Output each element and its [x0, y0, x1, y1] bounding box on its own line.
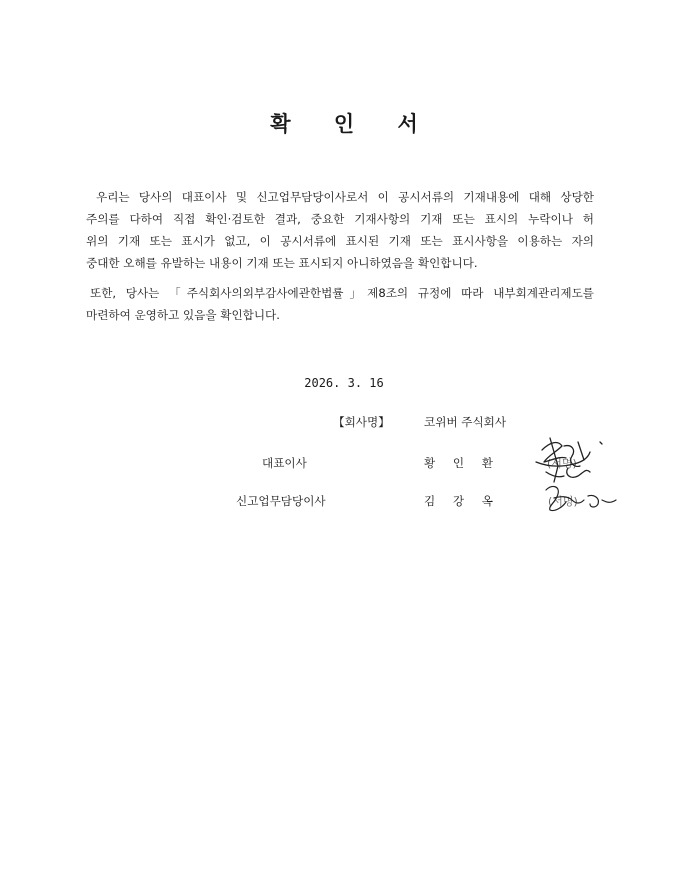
ceo-name: 황 인 환: [424, 456, 500, 470]
cfo-signature: [540, 478, 618, 518]
paragraph-line: 또한, 당사는 「주식회사의외부감사에관한법률」제8조의 규정에 따라 내부회계관리제도를: [90, 286, 594, 300]
paragraph-line: 중대한 오해를 유발하는 내용이 기재 또는 표시되지 아니하였음을 확인합니다.: [86, 256, 478, 270]
paragraph-line: 우리는 당사의 대표이사 및 신고업무담당이사로서 이 공시서류의 기재내용에 대해 상당한: [96, 190, 594, 204]
cfo-role: 신고업무담당이사: [236, 494, 326, 508]
confirmation-paragraph: [86, 186, 594, 274]
document-title: 확 인 서: [270, 112, 436, 136]
company-name: 코위버 주식회사: [424, 415, 507, 429]
ceo-role: 대표이사: [262, 456, 307, 470]
company-label: 【회사명】: [333, 415, 390, 429]
document-date: 2026. 3. 16: [304, 376, 384, 390]
paragraph-line: 주의를 다하여 직접 확인·검토한 결과, 중요한 기재사항의 기재 또는 표시의 누락이나 허: [86, 212, 594, 226]
ceo-sign-label: (서명): [547, 457, 577, 470]
paragraph-line: 마련하여 운영하고 있음을 확인합니다.: [86, 308, 280, 322]
cfo-sign-label: (서명): [548, 495, 578, 508]
paragraph-line: 위의 기재 또는 표시가 없고, 이 공시서류에 표시된 기재 또는 표시사항을 이용하는 자의: [86, 234, 594, 248]
internal-control-paragraph: [86, 282, 594, 326]
cfo-name: 김 강 옥: [424, 494, 500, 508]
